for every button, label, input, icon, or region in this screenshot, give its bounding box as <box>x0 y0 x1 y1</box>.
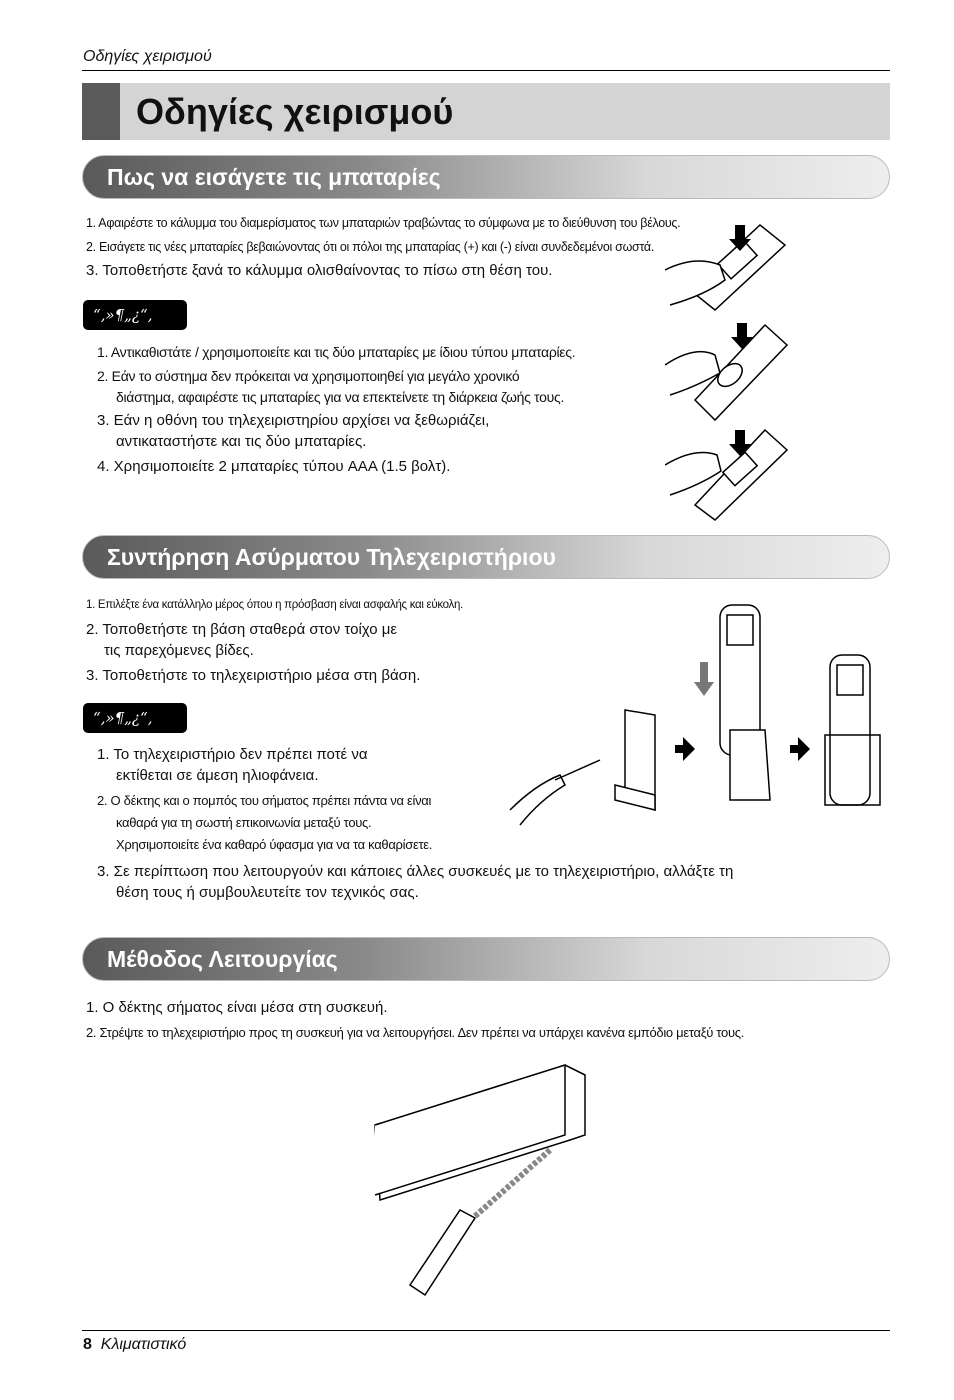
step: 3. Τοποθετήστε ξανά το κάλυμμα ολισθαίνοντας το πίσω στη θέση του. <box>86 262 553 279</box>
note: 2. Ο δέκτης και ο πομπός του σήματος πρέπει πάντα να είναι <box>97 793 432 808</box>
step: 1. Ο δέκτης σήματος είναι μέσα στη συσκευή. <box>86 999 388 1016</box>
step: τις παρεχόμενες βίδες. <box>104 642 254 659</box>
note: θέση τους ή συμβουλευτείτε τον τεχνικός σας. <box>116 884 419 901</box>
page-title: Οδηγίες χειρισμού <box>136 91 454 132</box>
footer <box>83 1336 186 1354</box>
step: 1. Αφαιρέστε το κάλυμμα του διαμερίσματος των μπαταριών τραβώντας το σύμφωνα με το διεύθυνση του βέλους. <box>86 216 681 230</box>
title-bar <box>82 83 890 140</box>
note: εκτίθεται σε άμεση ηλιοφάνεια. <box>116 767 319 784</box>
battery-insertion-illustration <box>665 215 795 525</box>
header-rule <box>82 70 890 71</box>
note: 1. Αντικαθιστάτε / χρησιμοποιείτε και τις δύο μπαταρίες με ίδιου τύπου μπαταρίες. <box>97 344 576 360</box>
note: αντικαταστήστε και τις δύο μπαταρίες. <box>116 433 367 450</box>
note: Χρησιμοποιείτε ένα καθαρό ύφασμα για να τα καθαρίσετε. <box>116 837 433 852</box>
step: 2. Τοποθετήστε τη βάση σταθερά στον τοίχο με <box>86 621 398 638</box>
step: 2. Εισάγετε τις νέες μπαταρίες βεβαιώνοντας ότι οι πόλοι της μπαταρίας (+) και (-) είναι συνδεδεμένοι σωστά. <box>86 240 655 254</box>
section-heading-operation-method: Μέθοδος Λειτουργίας <box>82 937 890 981</box>
page-number: 8 <box>83 1336 92 1353</box>
note: 4. Χρησιμοποιείτε 2 μπαταρίες τύπου AAA (1.5 βολτ). <box>97 458 451 475</box>
note-badge: “‚»¶„¿“‚ <box>83 703 187 733</box>
section-heading-batteries: Πως να εισάγετε τις μπαταρίες <box>82 155 890 199</box>
remote-holder-illustration <box>505 600 890 835</box>
note: 3. Σε περίπτωση που λειτουργούν και κάποιες άλλες συσκευές με το τηλεχειριστήριο, αλλάξτε τη <box>97 863 734 880</box>
running-header: Οδηγίες χειρισμού <box>83 48 212 65</box>
note: διάστημα, αφαιρέστε τις μπαταρίες για να επεκτείνετε τη διάρκεια ζωής τους. <box>116 389 565 405</box>
product-name: Κλιματιστικό <box>100 1336 187 1353</box>
note: καθαρά για τη σωστή επικοινωνία μεταξύ τους. <box>116 815 372 830</box>
step: 2. Στρέψτε το τηλεχειριστήριο προς τη συσκευή για να λειτουργήσει. Δεν πρέπει να υπάρχει κανένα εμπόδιο μεταξύ τους. <box>86 1025 745 1040</box>
step: 3. Τοποθετήστε το τηλεχειριστήριο μέσα στη βάση. <box>86 667 421 684</box>
note: 3. Εάν η οθόνη του τηλεχειριστηρίου αρχίσει να ξεθωριάζει, <box>97 412 490 429</box>
footer-rule <box>82 1330 890 1331</box>
indoor-unit-remote-illustration <box>370 1060 595 1300</box>
step: 1. Επιλέξτε ένα κατάλληλο μέρος όπου η πρόσβαση είναι ασφαλής και εύκολη. <box>86 599 463 611</box>
section-heading-remote-maintenance: Συντήρηση Ασύρματου Τηλεχειριστήριου <box>82 535 890 579</box>
note-badge: “‚»¶„¿“‚ <box>83 300 187 330</box>
note: 1. Το τηλεχειριστήριο δεν πρέπει ποτέ να <box>97 746 368 763</box>
note: 2. Εάν το σύστημα δεν πρόκειται να χρησιμοποιηθεί για μεγάλο χρονικό <box>97 368 520 384</box>
